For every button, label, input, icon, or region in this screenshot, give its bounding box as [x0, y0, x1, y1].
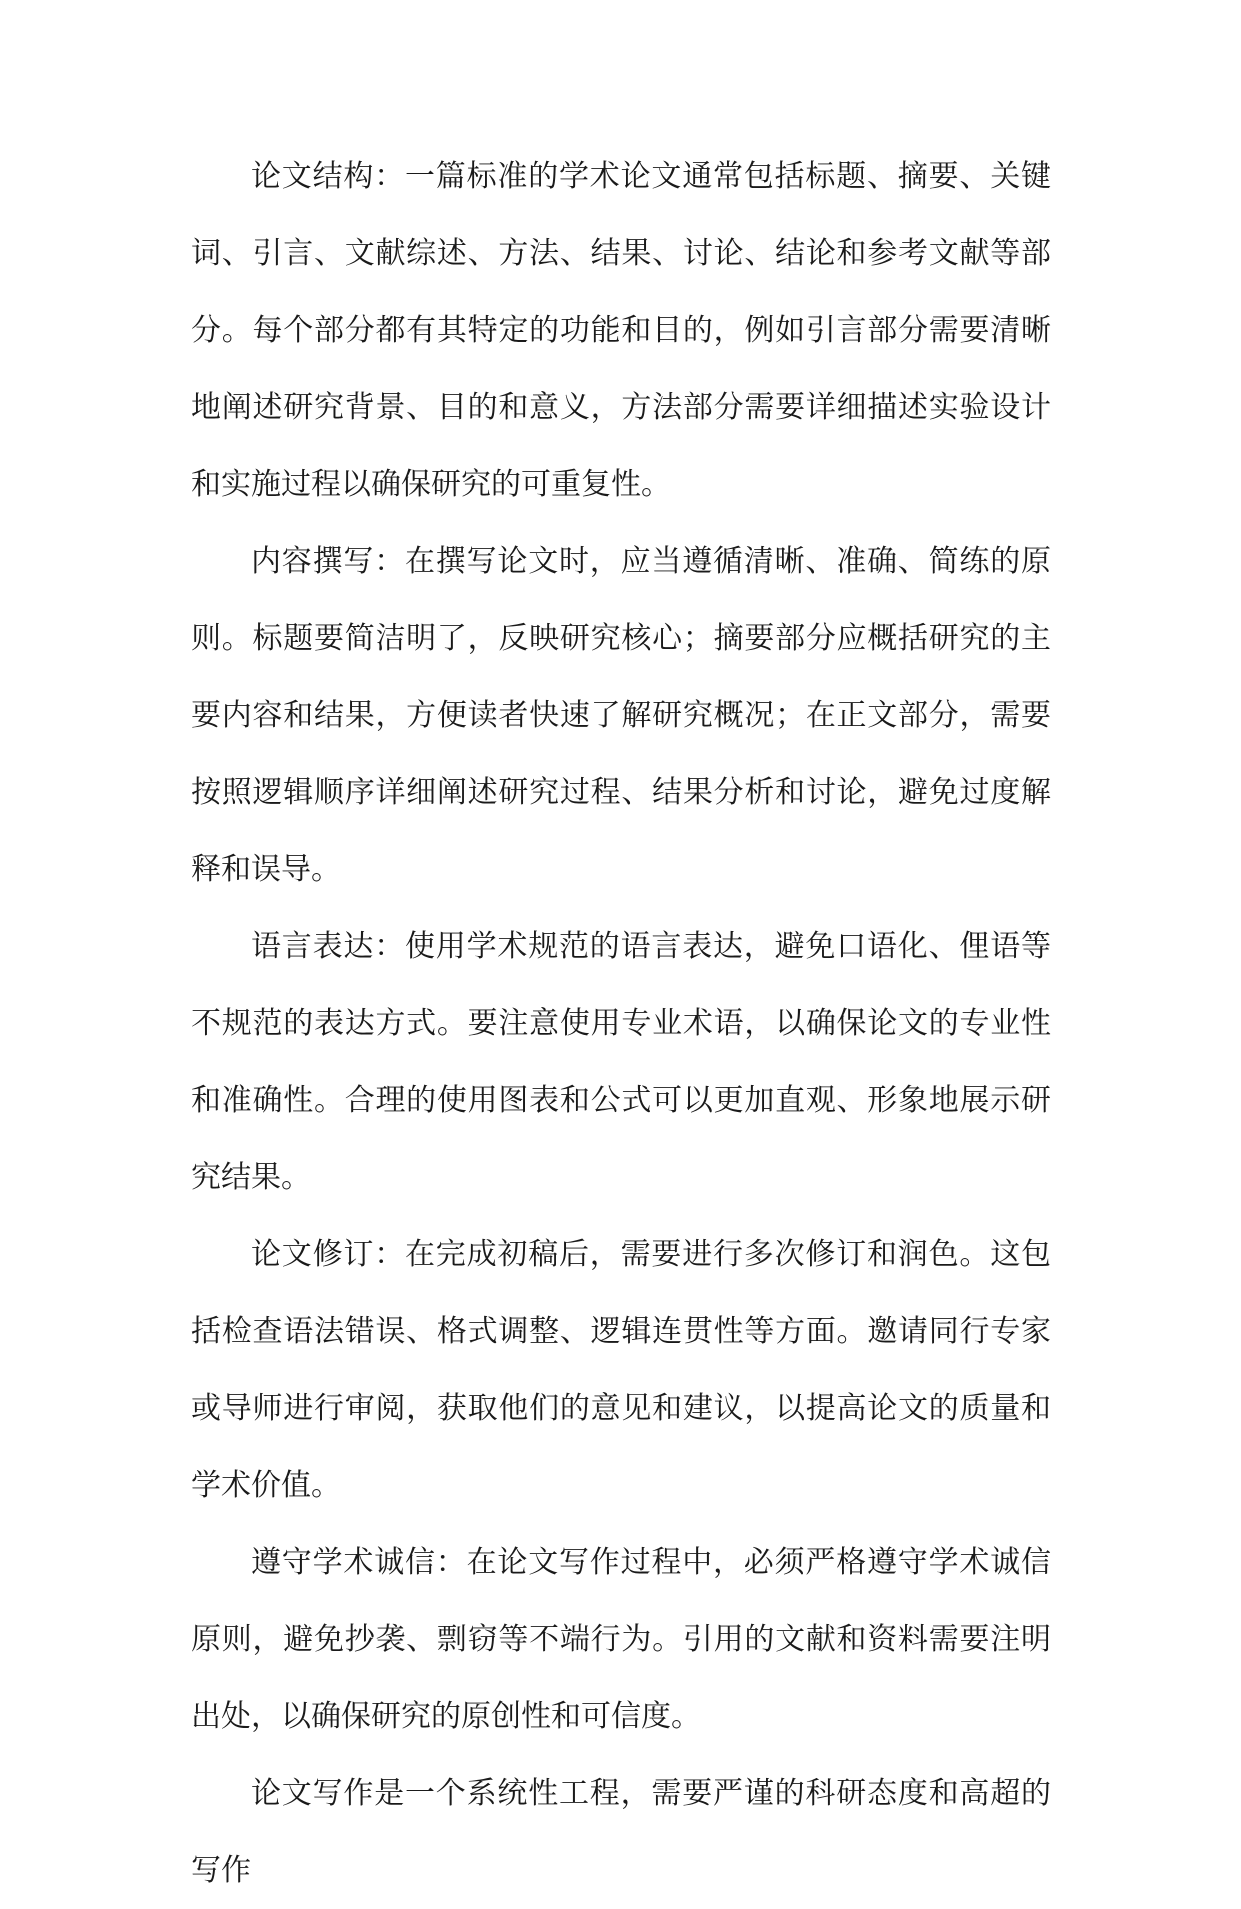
paragraph-integrity: 遵守学术诚信：在论文写作过程中，必须严格遵守学术诚信原则，避免抄袭、剽窃等不端行为。引用的文献和资料需要注明出处，以确保研究的原创性和可信度。 [191, 1545, 1051, 1734]
paragraph-content-writing: 内容撰写：在撰写论文时，应当遵循清晰、准确、简练的原则。标题要简洁明了，反映研究核心；摘要部分应概括研究的主要内容和结果，方便读者快速了解研究概况；在正文部分，需要按照逻辑顺序详细阐述研究过程、结果分析和讨论，避免过度解释和误导。 [191, 544, 1051, 887]
paragraph-revision: 论文修订：在完成初稿后，需要进行多次修订和润色。这包括检查语法错误、格式调整、逻辑连贯性等方面。邀请同行专家或导师进行审阅，获取他们的意见和建议，以提高论文的质量和学术价值。 [191, 1237, 1051, 1503]
paragraph-structure: 论文结构：一篇标准的学术论文通常包括标题、摘要、关键词、引言、文献综述、方法、结果、讨论、结论和参考文献等部分。每个部分都有其特定的功能和目的，例如引言部分需要清晰地阐述研究背景、目的和意义，方法部分需要详细描述实验设计和实施过程以确保研究的可重复性。 [191, 159, 1051, 502]
document-body [191, 138, 1051, 1909]
paragraph-conclusion: 论文写作是一个系统性工程，需要严谨的科研态度和高超的写作 [191, 1776, 1051, 1888]
paragraph-language: 语言表达：使用学术规范的语言表达，避免口语化、俚语等不规范的表达方式。要注意使用专业术语，以确保论文的专业性和准确性。合理的使用图表和公式可以更加直观、形象地展示研究结果。 [191, 929, 1051, 1195]
